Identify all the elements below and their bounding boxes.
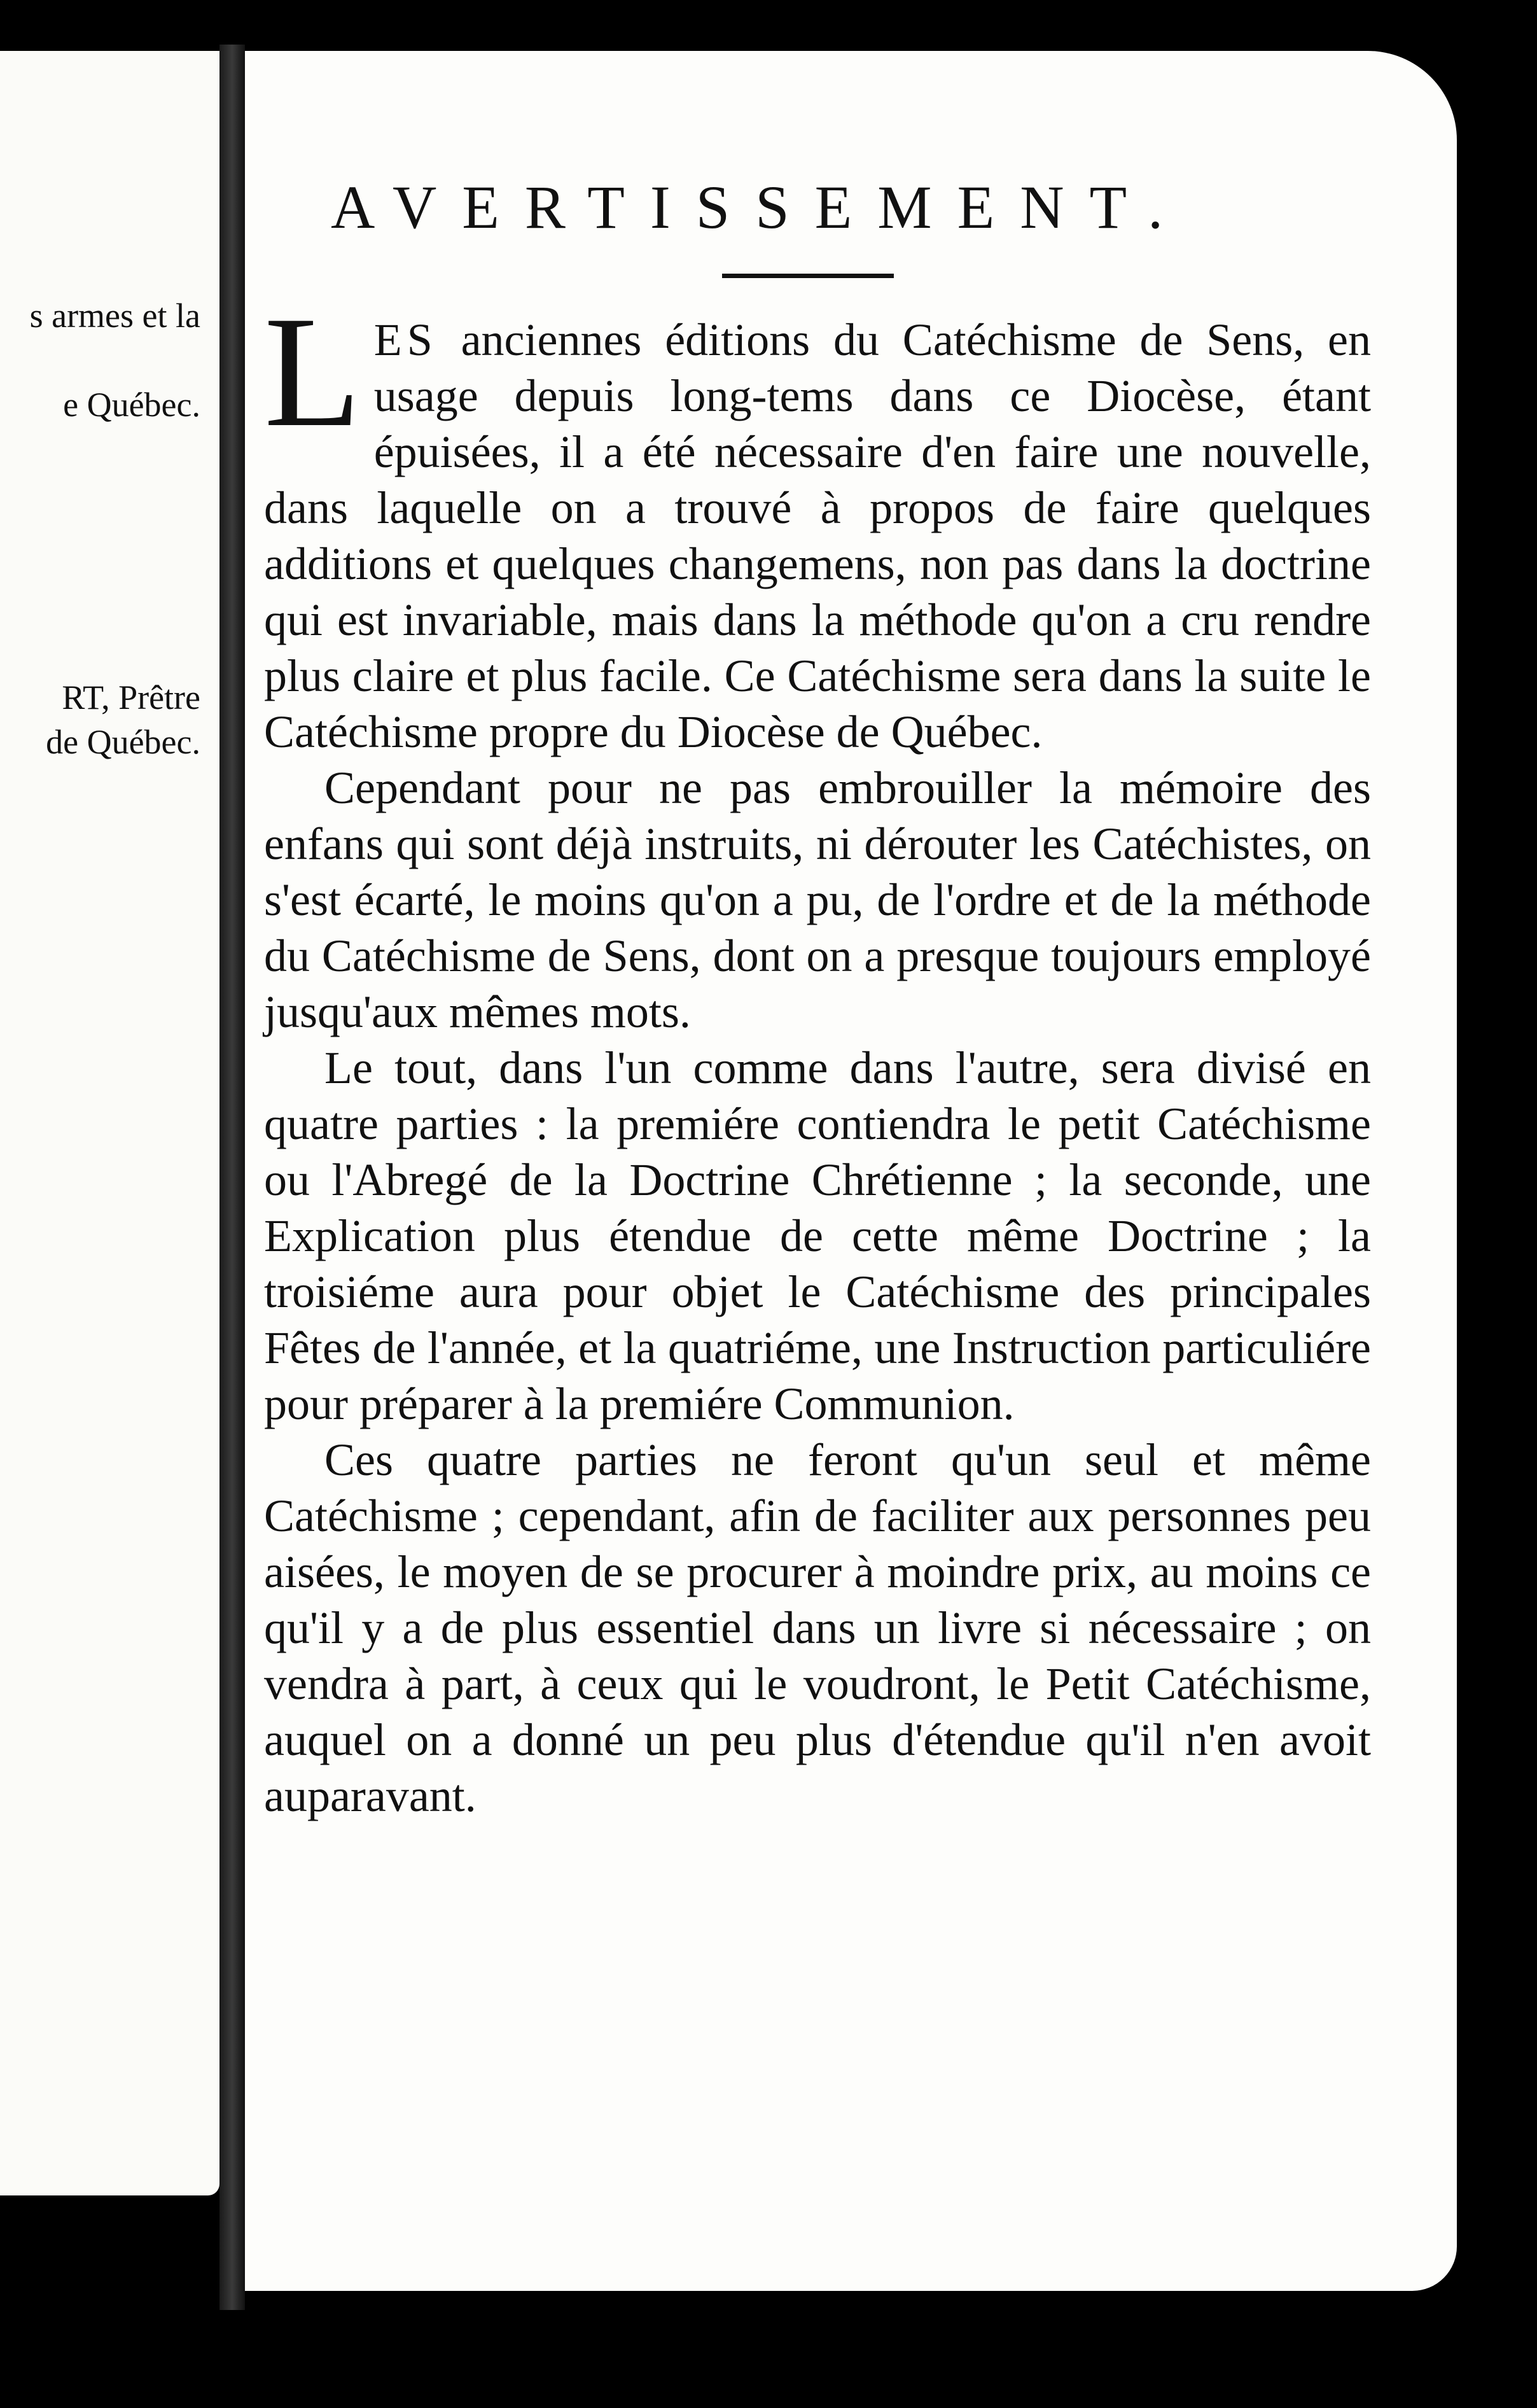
left-page-line: de Québec. xyxy=(46,723,200,761)
main-page xyxy=(245,51,1457,2291)
body-text xyxy=(264,284,1372,1824)
paragraph-3: Le tout, dans l'un comme dans l'autre, sera divisé en quatre parties : la premiére contiendra le petit Catéchisme ou l'Abregé de la Doctrine Chrétienne ; la seconde, une Explication plus étendue de cette même Doctrine ; la troisiéme aura pour objet le Catéchisme des principales Fêtes de l'année, et la quatriéme, une Instruction particuliére pour préparer à la premiére Communion. xyxy=(264,1042,1371,1429)
drop-cap: L xyxy=(264,284,361,460)
left-facing-page xyxy=(0,51,219,2195)
page-title: AVERTISSEMENT. xyxy=(331,173,1189,241)
left-page-line: s armes et la xyxy=(29,297,200,335)
left-page-line: RT, Prêtre xyxy=(62,678,200,717)
paragraph-text: anciennes éditions du Catéchisme de Sens, en usage depuis long-tems dans ce Diocèse, étant épuisées, il a été nécessaire d'en faire une nouvelle, dans laquelle on a trouvé à propos de faire quelques additions et quelques changemens, non pas dans la doctrine qui est invariable, mais dans la méthode qu'on a cru rendre plus claire et plus facile. Ce Catéchisme sera dans la suite le Catéchisme propre du Diocèse de Québec. xyxy=(264,314,1372,757)
page-gutter xyxy=(219,45,245,2310)
left-page-line: e Québec. xyxy=(63,386,200,424)
first-word-rest: ES xyxy=(373,314,438,365)
paragraph-4: Ces quatre parties ne feront qu'un seul et même Catéchisme ; cependant, afin de faciliter aux personnes peu aisées, le moyen de se procurer à moindre prix, au moins ce qu'il y a de plus essentiel dans un livre si nécessaire ; on vendra à part, à ceux qui le voudront, le Petit Catéchisme, auquel on a donné un peu plus d'étendue qu'il n'en avoit auparavant. xyxy=(264,1434,1371,1821)
paragraph-1 xyxy=(264,284,1372,760)
title-rule xyxy=(722,274,894,278)
paragraph-2: Cependant pour ne pas embrouiller la mémoire des enfans qui sont déjà instruits, ni dérouter les Catéchistes, on s'est écarté, le moins qu'on a pu, de l'ordre et de la méthode du Catéchisme de Sens, dont on a presque toujours employé jusqu'aux mêmes mots. xyxy=(264,762,1371,1037)
